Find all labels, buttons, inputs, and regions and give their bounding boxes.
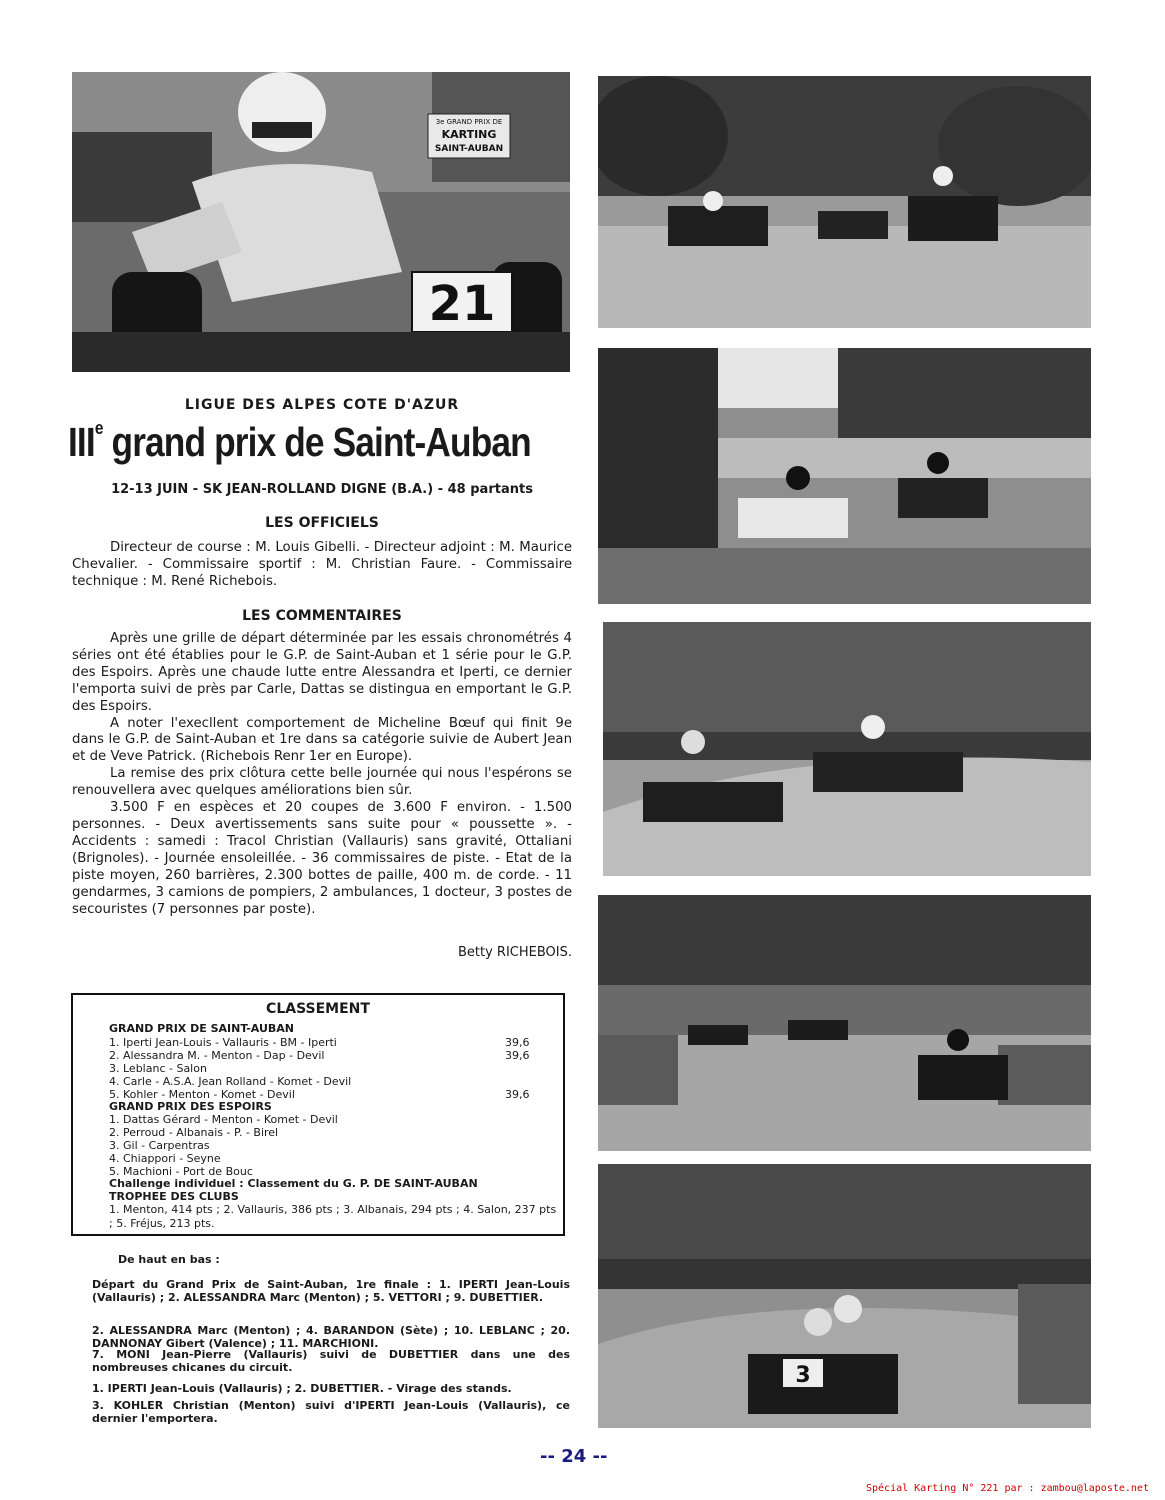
commentaires-p4: 3.500 F en espèces et 20 coupes de 3.600 F environ. - 1.500 personnes. - Deux avertissements sans suite pour « poussette ». - Accidents : samedi : Tracol Christian (Vallauris) sans gravité, Ottaliani (Brignoles). - Journée ensoleillée. - 36 commissaires de piste. - Etat de la piste moyen, 260 barrières, 2.300 bottes de paille, 400 m. de corde. - 11 gendarmes, 3 camions de pompiers, 2 ambulances, 1 docteur, 3 postes de secouristes (7 personnes par poste). <box>72 800 572 917</box>
clubs-results: 1. Menton, 414 pts ; 2. Vallauris, 386 pts ; 3. Albanais, 294 pts ; 4. Salon, 237 pts ; 5. Fréjus, 213 pts. <box>109 1203 557 1230</box>
commentaires-text <box>72 631 572 918</box>
footer-credit: Spécial Karting N° 221 par : zambou@laposte.net <box>866 1483 1149 1494</box>
page-title <box>68 418 584 466</box>
gp-row-text: 2. Alessandra M. - Menton - Dap - Devil <box>109 1049 325 1062</box>
gp-row-value: 39,6 <box>505 1088 530 1101</box>
commentaires-p3: La remise des prix clôtura cette belle journée qui nous l'espérons se renouvellera avec quelques améliorations bien sûr. <box>72 766 572 799</box>
caption-3: 7. MONI Jean-Pierre (Vallauris) suivi de DUBETTIER dans une des nombreuses chicanes du circuit. <box>92 1348 570 1374</box>
title-sup: e <box>94 418 103 438</box>
gp-row <box>109 1049 530 1062</box>
gp-row-text: 4. Carle - A.S.A. Jean Rolland - Komet - Devil <box>109 1075 352 1088</box>
gp-row <box>109 1062 207 1075</box>
photo-kart-3 <box>598 1164 1091 1428</box>
gp-row-value: 39,6 <box>505 1049 530 1062</box>
classement-box <box>71 993 565 1236</box>
espoirs-row: 3. Gil - Carpentras <box>109 1139 210 1152</box>
photo-driver-21 <box>72 72 570 372</box>
photo-spectators <box>603 622 1091 876</box>
gp-row-text: 5. Kohler - Menton - Komet - Devil <box>109 1088 295 1101</box>
gp-row-text: 1. Iperti Jean-Louis - Vallauris - BM - Iperti <box>109 1036 337 1049</box>
officiels-text <box>72 540 572 591</box>
espoirs-row: 2. Perroud - Albanais - P. - Birel <box>109 1126 279 1139</box>
gp-heading: GRAND PRIX DE SAINT-AUBAN <box>109 1022 294 1035</box>
espoirs-row: 1. Dattas Gérard - Menton - Komet - Devil <box>109 1113 338 1126</box>
gp-row <box>109 1075 351 1088</box>
challenge-line: Challenge individuel : Classement du G. P. DE SAINT-AUBAN <box>109 1177 478 1190</box>
photo-karts-on-track <box>598 348 1091 604</box>
page-number: -- 24 -- <box>540 1446 608 1467</box>
sign-line3: SAINT-AUBAN <box>434 144 504 154</box>
officiels-heading: LES OFFICIELS <box>265 515 379 531</box>
kart-number-21: 21 <box>428 276 496 332</box>
caption-1: Départ du Grand Prix de Saint-Auban, 1re finale : 1. IPERTI Jean-Louis (Vallauris) ; 2. ALESSANDRA Marc (Menton) ; 5. VETTORI ; 9. DUBETTIER. <box>92 1278 570 1304</box>
gp-row <box>109 1036 530 1049</box>
title-rest: grand prix de Saint-Auban <box>102 419 531 465</box>
sign-line1: 3e GRAND PRIX DE <box>435 118 503 126</box>
photo-race-start <box>598 76 1091 328</box>
signature: Betty RICHEBOIS. <box>457 945 572 960</box>
espoirs-row: 4. Chiappori - Seyne <box>109 1152 221 1165</box>
commentaires-p1: Après une grille de départ déterminée par les essais chronométrés 4 séries ont été établies pour le G.P. de Saint-Auban et 1 série pour le G.P. des Espoirs. Après une chaude lutte entre Alessandra et Iperti, ce dernier l'emporta suivi de près par Carle, Dattas se distingua en emportant le G.P. des Espoirs. <box>72 631 572 714</box>
signature-row <box>72 945 572 960</box>
title-roman: III <box>68 419 95 465</box>
kart-number-3: 3 <box>795 1363 811 1388</box>
officiels-paragraph: Directeur de course : M. Louis Gibelli. - Directeur adjoint : M. Maurice Chevalier. - Commissaire sportif : M. Christian Faure. - Commissaire technique : M. René Richebois. <box>72 540 572 589</box>
photo-chicane <box>598 895 1091 1151</box>
league-heading: LIGUE DES ALPES COTE D'AZUR <box>184 397 460 413</box>
trophee-heading: TROPHEE DES CLUBS <box>109 1190 239 1203</box>
espoirs-row: 5. Machioni - Port de Bouc <box>109 1165 253 1178</box>
commentaires-heading: LES COMMENTAIRES <box>242 608 402 624</box>
gp-row-value: 39,6 <box>505 1036 530 1049</box>
captions-intro: De haut en bas : <box>118 1253 220 1266</box>
espoirs-heading: GRAND PRIX DES ESPOIRS <box>109 1100 272 1113</box>
commentaires-p2: A noter l'execllent comportement de Micheline Bœuf qui finit 9e dans le G.P. de Saint-Auban et 1re dans sa catégorie suivie de Aubert Jean et de Veve Patrick. (Richebois Renr 1er en Europe). <box>72 715 572 765</box>
classement-title: CLASSEMENT <box>266 1001 370 1017</box>
gp-row-text: 3. Leblanc - Salon <box>109 1062 207 1075</box>
sign-line2: KARTING <box>441 128 497 141</box>
caption-2: 2. ALESSANDRA Marc (Menton) ; 4. BARANDON (Sète) ; 10. LEBLANC ; 20. DANNONAY Gibert (Valence) ; 11. MARCHIONI. <box>92 1324 570 1350</box>
subtitle: 12-13 JUIN - SK JEAN-ROLLAND DIGNE (B.A.) - 48 partants <box>111 482 533 497</box>
caption-5: 3. KOHLER Christian (Menton) suivi d'IPERTI Jean-Louis (Vallauris), ce dernier l'emportera. <box>92 1399 570 1425</box>
caption-4: 1. IPERTI Jean-Louis (Vallauris) ; 2. DUBETTIER. - Virage des stands. <box>92 1382 512 1395</box>
